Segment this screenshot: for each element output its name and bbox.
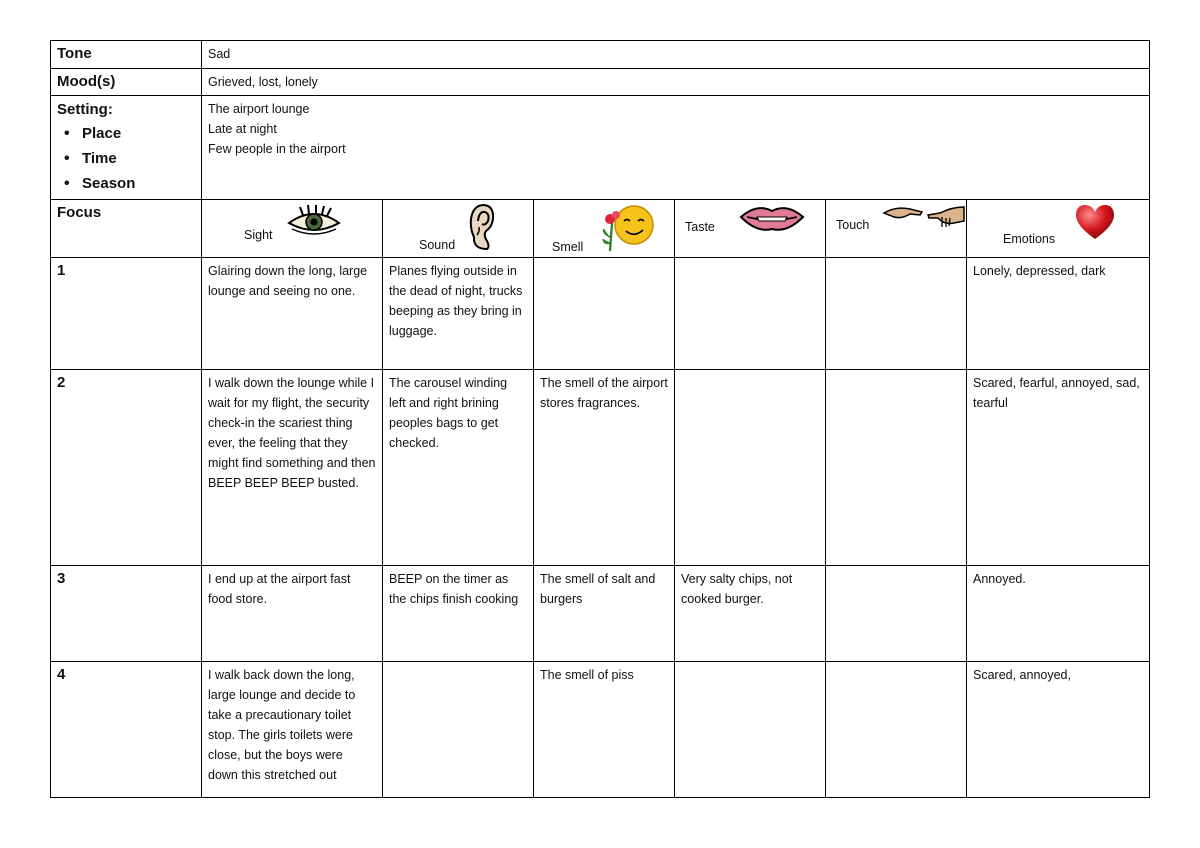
sound-label: Sound: [419, 238, 456, 252]
touching-hands-icon: [882, 203, 966, 229]
focus-label: Focus: [51, 200, 202, 258]
eye-icon: [286, 203, 342, 237]
row-number: 2: [51, 370, 202, 566]
taste-cell: Very salty chips, not cooked burger.: [675, 566, 826, 662]
setting-value: [202, 96, 1150, 200]
touch-cell: [826, 370, 967, 566]
table-row: [51, 258, 1150, 370]
smell-cell: [534, 258, 675, 370]
sound-header: [383, 200, 534, 258]
setting-line-people: Few people in the airport: [208, 142, 346, 156]
sight-label: Sight: [244, 228, 273, 242]
sight-cell: I walk down the lounge while I wait for my flight, the security check-in the scariest thing ever, the feeling that they might find something and then BEEP BEEP BEEP busted.: [202, 370, 383, 566]
emotions-label: Emotions: [1003, 232, 1056, 246]
sound-cell: BEEP on the timer as the chips finish cooking: [383, 566, 534, 662]
emotions-cell: Scared, annoyed,: [967, 662, 1150, 798]
touch-label: Touch: [836, 218, 870, 232]
setting-item-season: • Season: [57, 171, 195, 196]
smell-flower-emoji-icon: [598, 203, 660, 255]
emotions-cell: Scared, fearful, annoyed, sad, tearful: [967, 370, 1150, 566]
sight-cell: I walk back down the long, large lounge and decide to take a precautionary toilet stop. The girls toilets were close, but the boys were down this stretched out: [202, 662, 383, 798]
setting-label: Setting:: [57, 101, 113, 118]
heart-icon: [1073, 203, 1117, 241]
taste-cell: [675, 662, 826, 798]
smell-header: [534, 200, 675, 258]
smell-cell: The smell of piss: [534, 662, 675, 798]
smell-cell: The smell of the airport stores fragrances.: [534, 370, 675, 566]
smell-label: Smell: [552, 240, 584, 254]
focus-header-row: [51, 200, 1150, 258]
touch-header: [826, 200, 967, 258]
sight-header: [202, 200, 383, 258]
sensory-table: [50, 40, 1150, 798]
mood-value: Grieved, lost, lonely: [202, 69, 1150, 96]
tone-row: [51, 41, 1150, 69]
taste-cell: [675, 258, 826, 370]
setting-item-place: • Place: [57, 121, 195, 146]
setting-line-time: Late at night: [208, 122, 277, 136]
setting-list: [57, 121, 195, 196]
row-number: 1: [51, 258, 202, 370]
sight-cell: I end up at the airport fast food store.: [202, 566, 383, 662]
smell-cell: The smell of salt and burgers: [534, 566, 675, 662]
sight-cell: Glairing down the long, large lounge and seeing no one.: [202, 258, 383, 370]
sound-cell: Planes flying outside in the dead of night, trucks beeping as they bring in luggage.: [383, 258, 534, 370]
emotions-cell: Lonely, depressed, dark: [967, 258, 1150, 370]
taste-label: Taste: [685, 220, 715, 234]
row-number: 3: [51, 566, 202, 662]
row-number: 4: [51, 662, 202, 798]
lips-icon: [739, 203, 805, 233]
sound-cell: The carousel winding left and right brining peoples bags to get checked.: [383, 370, 534, 566]
mood-label: Mood(s): [51, 69, 202, 96]
touch-cell: [826, 566, 967, 662]
taste-header: [675, 200, 826, 258]
table-row: [51, 370, 1150, 566]
setting-line-place: The airport lounge: [208, 102, 310, 116]
sound-cell: [383, 662, 534, 798]
ear-icon: [467, 203, 495, 253]
mood-row: [51, 69, 1150, 96]
emotions-header: [967, 200, 1150, 258]
taste-cell: [675, 370, 826, 566]
touch-cell: [826, 662, 967, 798]
tone-value: Sad: [202, 41, 1150, 69]
setting-label-cell: [51, 96, 202, 200]
tone-label: Tone: [51, 41, 202, 69]
table-row: [51, 662, 1150, 798]
touch-cell: [826, 258, 967, 370]
setting-row: [51, 96, 1150, 200]
table-row: [51, 566, 1150, 662]
emotions-cell: Annoyed.: [967, 566, 1150, 662]
setting-item-time: • Time: [57, 146, 195, 171]
